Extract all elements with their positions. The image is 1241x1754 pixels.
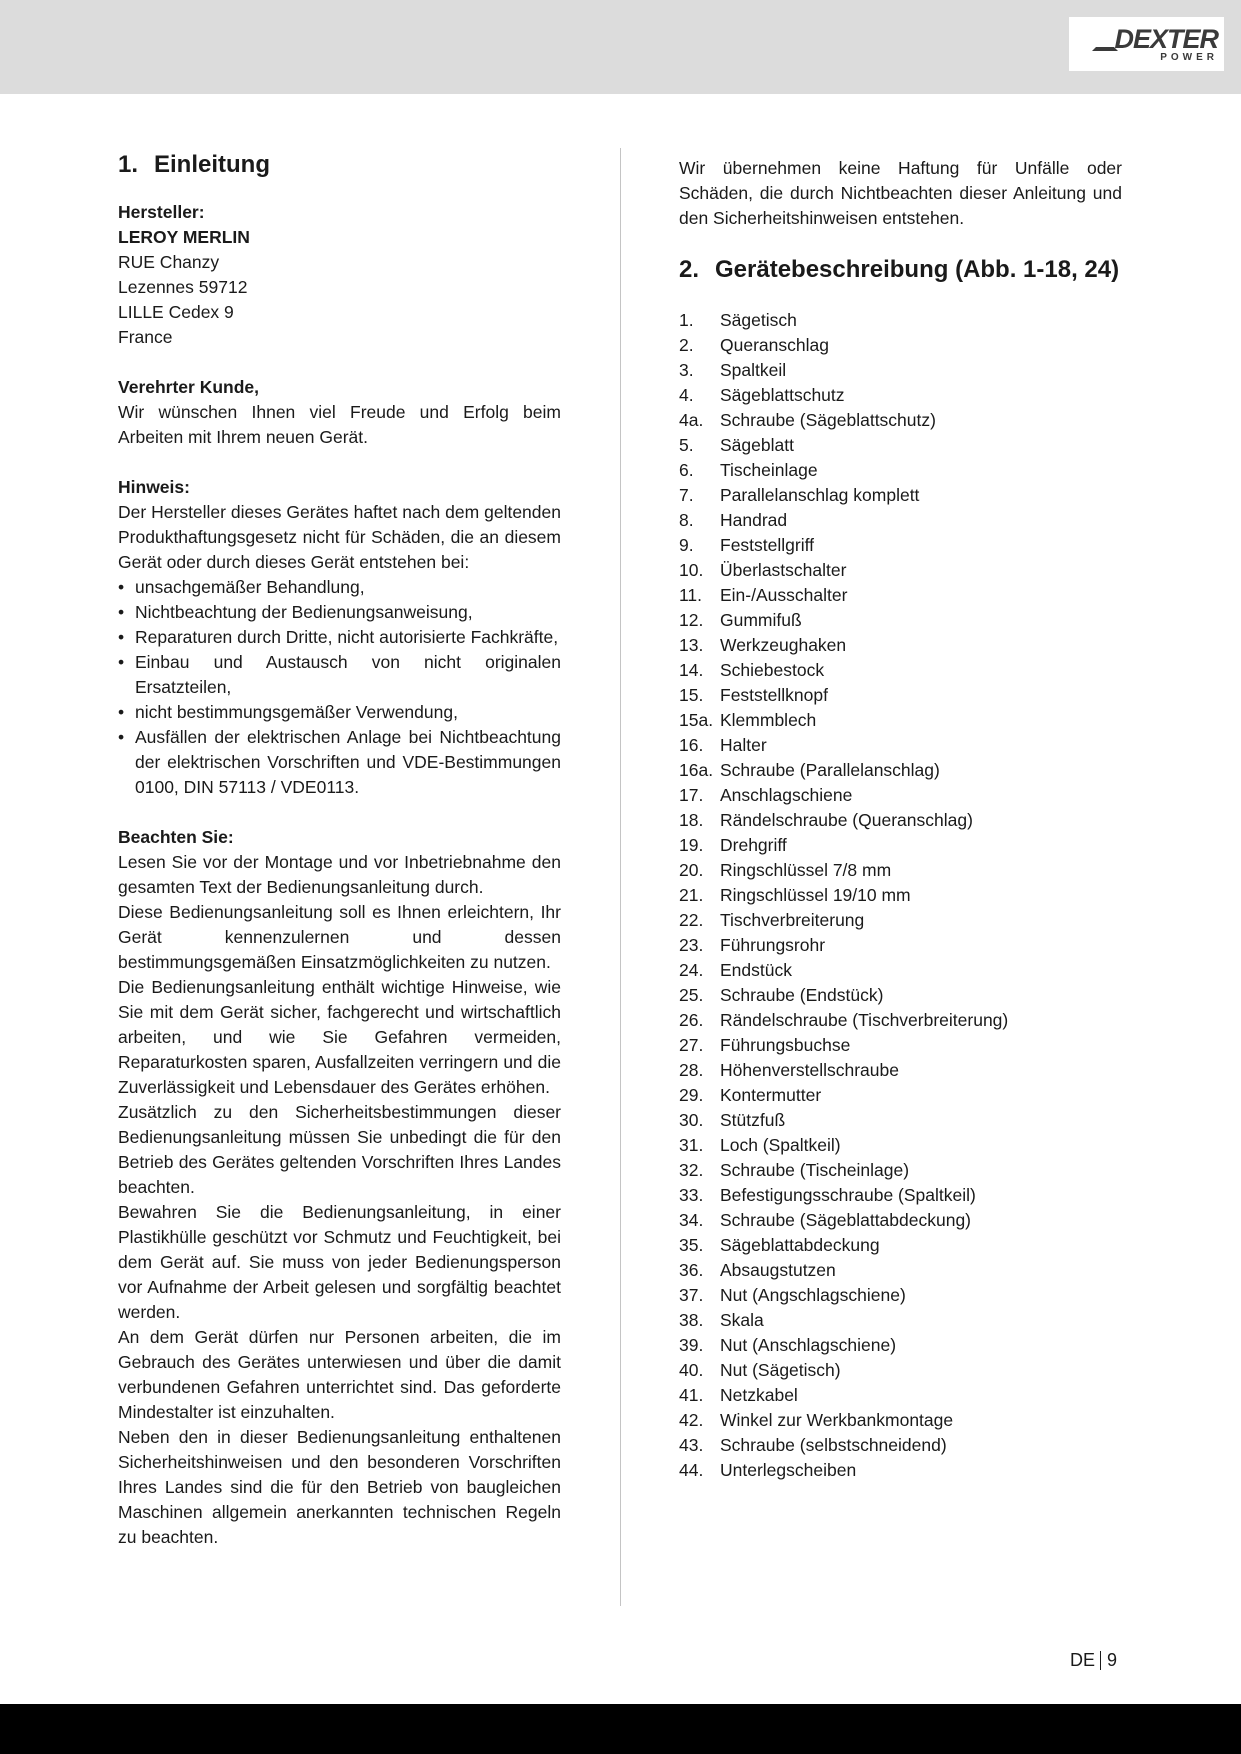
liability-text: Wir übernehmen keine Haftung für Unfälle oder Schäden, die durch Nichtbeachten dieser Anleitung und den Sicherheitshinweisen entstehen. (679, 158, 1122, 228)
page-number: 9 (1107, 1650, 1118, 1670)
part-number: 39. (679, 1335, 704, 1355)
parts-list-item (679, 1433, 1122, 1458)
parts-list-item (679, 1058, 1122, 1083)
part-number: 5. (679, 435, 694, 455)
part-label: Ringschlüssel 19/10 mm (720, 885, 911, 905)
part-label: Drehgriff (720, 835, 787, 855)
notice-bullet: • unsachgemäßer Behandlung, (118, 575, 561, 600)
parts-list-item (679, 1133, 1122, 1158)
part-label: Höhenverstellschraube (720, 1060, 899, 1080)
column-divider (620, 148, 621, 1606)
parts-list (679, 308, 1122, 1483)
section-1-number: 1. (118, 151, 139, 178)
parts-list-item (679, 333, 1122, 358)
parts-list-item (679, 808, 1122, 833)
part-label: Feststellgriff (720, 535, 815, 555)
part-label: Werkzeughaken (720, 635, 847, 655)
note-paragraph: Bewahren Sie die Bedienungsanleitung, in einer Plastikhülle geschützt vor Schmutz und Feuchtigkeit, bei dem Gerät auf. Sie muss von jeder Bedienungsperson vor Aufnahme der Arbeit gelesen und sorgfältig beachtet werden. (118, 1202, 561, 1322)
part-number: 15. (679, 685, 704, 705)
part-number: 12. (679, 610, 704, 630)
note-paragraph: Neben den in dieser Bedienungsanleitung enthaltenen Sicherheitshinweisen und den besonderen Vorschriften Ihres Landes sind die für den Betrieb von baugleichen Maschinen allgemein anerkannten technischen Regeln zu beachten. (118, 1427, 561, 1547)
parts-list-item (679, 1283, 1122, 1308)
notice-bullet-list (118, 575, 561, 800)
parts-list-item (679, 583, 1122, 608)
part-label: Sägeblattabdeckung (720, 1235, 880, 1255)
section-1-heading (118, 150, 561, 180)
part-label: Schraube (Sägeblattschutz) (720, 410, 936, 430)
note-paragraph: Die Bedienungsanleitung enthält wichtige Hinweise, wie Sie mit dem Gerät sicher, fachgerecht und wirtschaftlich arbeiten, und wie Sie Gefahren vermeiden, Reparaturkosten sparen, Ausfallzeiten verringern und die Zuverlässigkeit und Lebensdauer des Gerätes erhöhen. (118, 977, 561, 1097)
notice-bullet: • Ausfällen der elektrischen Anlage bei Nichtbeachtung der elektrischen Vorschriften und VDE-Bestimmungen 0100, DIN 57113 / VDE0113. (118, 725, 561, 800)
part-label: Schraube (selbstschneidend) (720, 1435, 947, 1455)
part-number: 28. (679, 1060, 704, 1080)
section-2-number: 2. (679, 256, 700, 283)
notice-bullet: • Einbau und Austausch von nicht originalen Ersatzteilen, (118, 650, 561, 700)
part-label: Schiebestock (720, 660, 825, 680)
parts-list-item (679, 533, 1122, 558)
parts-list-item (679, 1458, 1122, 1483)
notice-block (118, 475, 561, 800)
parts-list-item (679, 1208, 1122, 1233)
part-label: Stützfuß (720, 1110, 786, 1130)
part-number: 8. (679, 510, 694, 530)
part-number: 43. (679, 1435, 704, 1455)
note-paragraph: Lesen Sie vor der Montage und vor Inbetriebnahme den gesamten Text der Bedienungsanleitung durch. (118, 852, 561, 897)
part-number: 34. (679, 1210, 704, 1230)
address-line: RUE Chanzy (118, 252, 220, 272)
parts-list-item (679, 358, 1122, 383)
part-label: Nut (Anschlagschiene) (720, 1335, 897, 1355)
part-label: Sägeblatt (720, 435, 794, 455)
parts-list-item (679, 383, 1122, 408)
part-number: 30. (679, 1110, 704, 1130)
address-line: France (118, 327, 173, 347)
brand-name: DEXTER (1114, 23, 1218, 54)
part-label: Halter (720, 735, 767, 755)
part-number: 1. (679, 310, 694, 330)
part-number: 7. (679, 485, 694, 505)
parts-list-item (679, 308, 1122, 333)
customer-block (118, 375, 561, 450)
parts-list-item (679, 483, 1122, 508)
parts-list-item (679, 783, 1122, 808)
customer-label: Verehrter Kunde, (118, 377, 260, 397)
footer-separator (1100, 1651, 1101, 1670)
part-number: 31. (679, 1135, 704, 1155)
part-label: Winkel zur Werkbankmontage (720, 1410, 954, 1430)
parts-list-item (679, 833, 1122, 858)
parts-list-item (679, 933, 1122, 958)
part-label: Tischverbreiterung (720, 910, 865, 930)
parts-list-item (679, 1258, 1122, 1283)
manufacturer-label: Hersteller: (118, 202, 205, 222)
notice-bullet: • Nichtbeachtung der Bedienungsanweisung, (118, 600, 561, 625)
part-label: Absaugstutzen (720, 1260, 836, 1280)
part-number: 38. (679, 1310, 704, 1330)
parts-list-item (679, 508, 1122, 533)
part-label: Nut (Sägetisch) (720, 1360, 841, 1380)
parts-list-item (679, 1033, 1122, 1058)
part-number: 42. (679, 1410, 704, 1430)
part-number: 36. (679, 1260, 704, 1280)
part-label: Queranschlag (720, 335, 829, 355)
right-column (679, 156, 1122, 1483)
parts-list-item (679, 708, 1122, 733)
left-column (118, 150, 561, 1575)
part-number: 16. (679, 735, 704, 755)
notice-bullet: • Reparaturen durch Dritte, nicht autorisierte Fachkräfte, (118, 625, 561, 650)
section-2-title: Gerätebeschreibung (Abb. 1-18, 24) (715, 256, 1120, 283)
notice-bullet: • nicht bestimmungsgemäßer Verwendung, (118, 700, 561, 725)
parts-list-item (679, 1308, 1122, 1333)
parts-list-item (679, 1108, 1122, 1133)
parts-list-item (679, 558, 1122, 583)
parts-list-item (679, 1008, 1122, 1033)
note-paragraph: Zusätzlich zu den Sicherheitsbestimmungen dieser Bedienungsanleitung müssen Sie unbedingt die für den Betrieb des Gerätes geltenden Vorschriften Ihres Landes beachten. (118, 1102, 561, 1197)
part-label: Gummifuß (720, 610, 802, 630)
parts-list-item (679, 1358, 1122, 1383)
part-label: Schraube (Endstück) (720, 985, 884, 1005)
part-label: Tischeinlage (720, 460, 818, 480)
address-line: Lezennes 59712 (118, 277, 248, 297)
part-number: 9. (679, 535, 694, 555)
part-number: 13. (679, 635, 704, 655)
part-label: Führungsrohr (720, 935, 826, 955)
part-label: Rändelschraube (Tischverbreiterung) (720, 1010, 1009, 1030)
parts-list-item (679, 1408, 1122, 1433)
part-number: 6. (679, 460, 694, 480)
part-number: 32. (679, 1160, 704, 1180)
parts-list-item (679, 1383, 1122, 1408)
part-label: Parallelanschlag komplett (720, 485, 920, 505)
part-number: 26. (679, 1010, 704, 1030)
note-label: Beachten Sie: (118, 827, 234, 847)
manufacturer-company: LEROY MERLIN (118, 227, 250, 247)
part-number: 22. (679, 910, 704, 930)
parts-list-item (679, 408, 1122, 433)
part-label: Ein-/Ausschalter (720, 585, 848, 605)
parts-list-item (679, 1083, 1122, 1108)
parts-list-item (679, 908, 1122, 933)
part-number: 29. (679, 1085, 704, 1105)
part-label: Unterlegscheiben (720, 1460, 857, 1480)
part-number: 19. (679, 835, 704, 855)
part-label: Skala (720, 1310, 764, 1330)
bottom-band (0, 1704, 1241, 1754)
part-label: Netzkabel (720, 1385, 798, 1405)
part-number: 11. (679, 585, 703, 605)
parts-list-item (679, 958, 1122, 983)
part-label: Spaltkeil (720, 360, 787, 380)
part-number: 35. (679, 1235, 704, 1255)
part-number: 18. (679, 810, 704, 830)
parts-list-item (679, 658, 1122, 683)
parts-list-item (679, 983, 1122, 1008)
parts-list-item (679, 1233, 1122, 1258)
brand-sub: POWER (1160, 51, 1218, 63)
parts-list-item (679, 1183, 1122, 1208)
manufacturer-block (118, 200, 561, 350)
parts-list-item (679, 1158, 1122, 1183)
part-number: 15a. (679, 710, 714, 730)
notice-text: Der Hersteller dieses Gerätes haftet nach dem geltenden Produkthaftungsgesetz nicht für Schäden, die an diesem Gerät oder durch dieses Gerät entstehen bei: (118, 502, 561, 572)
part-number: 14. (679, 660, 704, 680)
part-number: 16a. (679, 760, 714, 780)
footer-language: DE (1070, 1650, 1096, 1670)
header-band (0, 0, 1241, 94)
part-number: 41. (679, 1385, 704, 1405)
part-label: Schraube (Tischeinlage) (720, 1160, 910, 1180)
part-label: Klemmblech (720, 710, 817, 730)
part-number: 27. (679, 1035, 704, 1055)
section-2-heading (679, 255, 1122, 285)
part-label: Schraube (Sägeblattabdeckung) (720, 1210, 972, 1230)
part-label: Sägeblattschutz (720, 385, 845, 405)
parts-list-item (679, 608, 1122, 633)
part-number: 21. (679, 885, 704, 905)
parts-list-item (679, 858, 1122, 883)
part-label: Führungsbuchse (720, 1035, 851, 1055)
parts-list-item (679, 683, 1122, 708)
notice-label: Hinweis: (118, 477, 190, 497)
part-number: 44. (679, 1460, 704, 1480)
part-label: Schraube (Parallelanschlag) (720, 760, 940, 780)
part-number: 24. (679, 960, 704, 980)
note-paragraph: An dem Gerät dürfen nur Personen arbeiten, die im Gebrauch des Gerätes unterwiesen und über die damit verbundenen Gefahren unterrichtet sind. Das geforderte Mindestalter ist einzuhalten. (118, 1327, 561, 1422)
part-number: 2. (679, 335, 694, 355)
brand-logo (1069, 17, 1224, 71)
part-number: 40. (679, 1360, 704, 1380)
section-1-title: Einleitung (154, 151, 270, 178)
part-number: 33. (679, 1185, 704, 1205)
part-label: Sägetisch (720, 310, 797, 330)
parts-list-item (679, 433, 1122, 458)
part-number: 10. (679, 560, 704, 580)
part-number: 37. (679, 1285, 704, 1305)
parts-list-item (679, 633, 1122, 658)
part-number: 20. (679, 860, 704, 880)
part-number: 3. (679, 360, 694, 380)
parts-list-item (679, 883, 1122, 908)
parts-list-item (679, 733, 1122, 758)
part-label: Anschlagschiene (720, 785, 853, 805)
parts-list-item (679, 458, 1122, 483)
part-label: Kontermutter (720, 1085, 822, 1105)
part-label: Ringschlüssel 7/8 mm (720, 860, 892, 880)
part-label: Rändelschraube (Queranschlag) (720, 810, 973, 830)
note-paragraph: Diese Bedienungsanleitung soll es Ihnen erleichtern, Ihr Gerät kennenzulernen und dessen bestimmungsgemäßen Einsatzmöglichkeiten zu nutzen. (118, 902, 561, 972)
part-label: Endstück (720, 960, 792, 980)
address-line: LILLE Cedex 9 (118, 302, 234, 322)
part-label: Nut (Angschlagschiene) (720, 1285, 906, 1305)
part-number: 25. (679, 985, 704, 1005)
part-label: Befestigungsschraube (Spaltkeil) (720, 1185, 976, 1205)
parts-list-item (679, 758, 1122, 783)
part-number: 17. (679, 785, 704, 805)
part-label: Loch (Spaltkeil) (720, 1135, 841, 1155)
customer-text: Wir wünschen Ihnen viel Freude und Erfolg beim Arbeiten mit Ihrem neuen Gerät. (118, 402, 561, 447)
part-number: 23. (679, 935, 704, 955)
part-label: Handrad (720, 510, 788, 530)
part-number: 4a. (679, 410, 704, 430)
note-block (118, 825, 561, 1550)
parts-list-item (679, 1333, 1122, 1358)
part-label: Überlastschalter (720, 560, 847, 580)
page-footer (1070, 1650, 1117, 1671)
part-label: Feststellknopf (720, 685, 828, 705)
part-number: 4. (679, 385, 694, 405)
